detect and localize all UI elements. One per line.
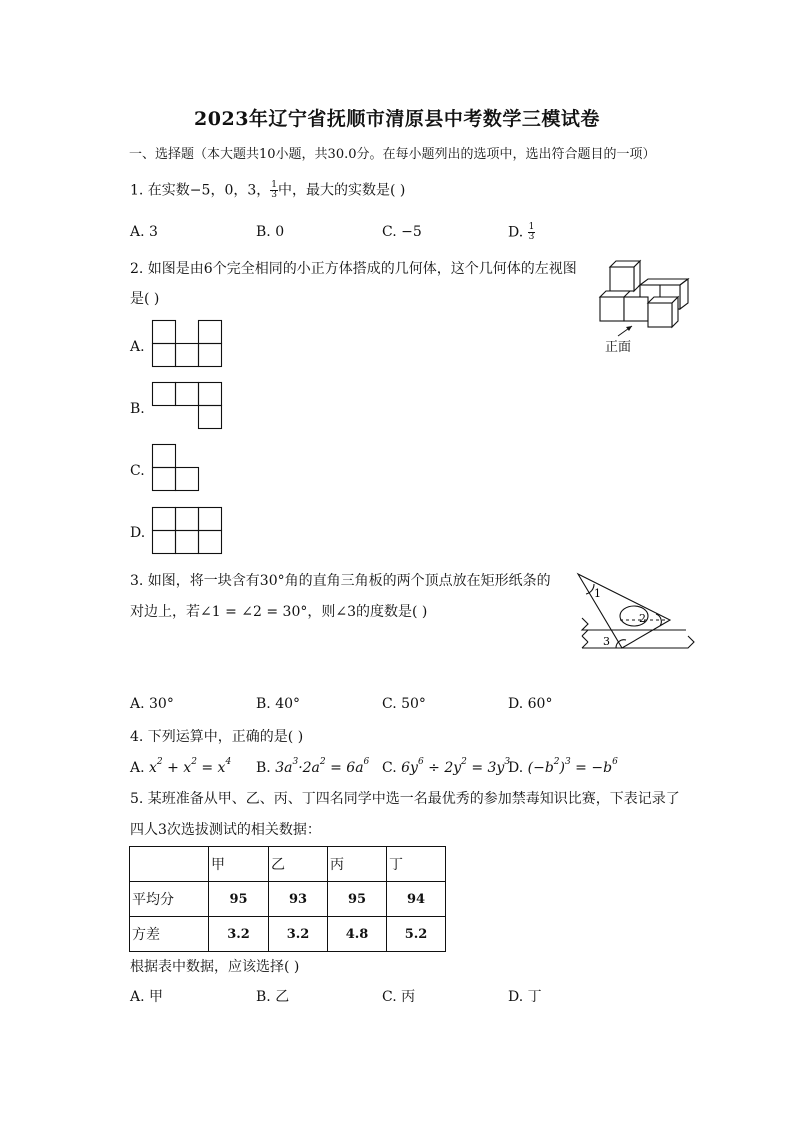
q4-option-b-label: B. <box>256 760 271 776</box>
q2-option-d-view <box>152 507 224 555</box>
q4-option-d[interactable] <box>508 759 618 777</box>
table-cell: 95 <box>209 882 269 917</box>
q4-option-b-expr: $3a^3\cdot 2a^2 = 6a^6$ <box>275 757 370 776</box>
q1-stem <box>130 181 405 200</box>
table-cell: 94 <box>387 882 446 917</box>
q2-figure-caption: 正面 <box>605 340 632 355</box>
q5-option-b[interactable]: B. 乙 <box>256 989 290 1005</box>
q2-option-a[interactable]: A. <box>130 339 145 355</box>
table-header-cell: 丁 <box>387 847 446 882</box>
q3-option-b[interactable]: B. 40° <box>256 696 301 712</box>
table-cell: 4.8 <box>328 917 387 952</box>
q5-data-table <box>129 846 446 952</box>
q4-option-c-expr: $6y^6 \div 2y^2 = 3y^3$ <box>401 757 511 776</box>
q2-cube-figure <box>596 258 696 338</box>
q1-option-d-label: D. <box>508 224 528 241</box>
q2-stem-line2: 是( ) <box>130 291 160 307</box>
q3-angle-1-label: 1 <box>594 587 601 600</box>
q3-triangle-figure <box>576 572 700 656</box>
q1-option-d[interactable] <box>508 223 535 242</box>
q1-option-c[interactable]: C. −5 <box>382 224 422 240</box>
q2-option-d[interactable]: D. <box>130 525 146 541</box>
q5-stem-line2: 四人3次选拔测试的相关数据： <box>130 822 321 838</box>
q5-after-text: 根据表中数据，应该选择( ) <box>130 959 300 975</box>
table-header-row <box>130 847 446 882</box>
q5-option-d[interactable]: D. 丁 <box>508 989 542 1005</box>
q4-option-c[interactable] <box>382 759 510 777</box>
q2-option-c-view <box>152 444 202 492</box>
table-row-label: 方差 <box>130 917 209 952</box>
q1-d-frac-num: 1 <box>528 222 535 232</box>
q4-option-a-label: A. <box>130 760 145 776</box>
q5-stem-line1: 5. 某班准备从甲、乙、丙、丁四名同学中选一名最优秀的参加禁毒知识比赛，下表记录了 <box>130 791 680 807</box>
table-row-label: 平均分 <box>130 882 209 917</box>
q1-option-b[interactable]: B. 0 <box>256 224 285 240</box>
table-header-cell <box>130 847 209 882</box>
table-row <box>130 882 446 917</box>
q1-frac-den: 3 <box>271 190 277 200</box>
q1-option-d-fraction <box>528 223 536 242</box>
q4-stem: 4. 下列运算中，正确的是( ) <box>130 729 304 745</box>
table-header-cell: 乙 <box>269 847 328 882</box>
q4-option-a[interactable] <box>130 759 231 777</box>
section-heading: 一、选择题（本大题共10小题，共30.0分。在每小题列出的选项中，选出符合题目的一项） <box>129 147 656 162</box>
table-cell: 93 <box>269 882 328 917</box>
q2-option-a-view <box>152 320 224 368</box>
q3-angle-3-label: 3 <box>603 635 610 648</box>
table-header-cell: 甲 <box>209 847 269 882</box>
q4-option-c-label: C. <box>382 760 397 776</box>
q3-option-d[interactable]: D. 60° <box>508 696 553 712</box>
q4-option-a-expr: $x^2 + x^2 = x^4$ <box>149 757 232 776</box>
q1-d-frac-den: 3 <box>528 232 535 242</box>
q5-option-c[interactable]: C. 丙 <box>382 989 416 1005</box>
table-row <box>130 917 446 952</box>
q3-angle-2-label: 2 <box>639 612 646 625</box>
q4-option-d-expr: $(-b^2)^3 = -b^6$ <box>527 757 618 776</box>
q4-option-d-label: D. <box>508 760 524 776</box>
q1-frac-num: 1 <box>271 180 277 190</box>
q1-stem-text: 1. 在实数−5，0，3， <box>130 182 271 199</box>
table-header-cell: 丙 <box>328 847 387 882</box>
table-cell: 95 <box>328 882 387 917</box>
table-cell: 3.2 <box>269 917 328 952</box>
q2-option-b-view <box>152 382 224 430</box>
q2-option-b[interactable]: B. <box>130 401 145 417</box>
q2-stem-line1: 2. 如图是由6个完全相同的小正方体搭成的几何体，这个几何体的左视图 <box>130 261 577 277</box>
table-cell: 3.2 <box>209 917 269 952</box>
q3-stem-line2: 对边上，若∠1 = ∠2 = 30°，则∠3的度数是( ) <box>130 604 428 620</box>
q3-option-c[interactable]: C. 50° <box>382 696 426 712</box>
q3-stem-line1: 3. 如图，将一块含有30°角的直角三角板的两个顶点放在矩形纸条的 <box>130 573 551 589</box>
page-title: 2023年辽宁省抚顺市清原县中考数学三模试卷 <box>194 108 600 130</box>
q3-option-a[interactable]: A. 30° <box>130 696 174 712</box>
q4-option-b[interactable] <box>256 759 369 777</box>
q5-option-a[interactable]: A. 甲 <box>130 989 164 1005</box>
q1-fraction <box>270 181 278 200</box>
q2-option-c[interactable]: C. <box>130 463 145 479</box>
q1-option-a[interactable]: A. 3 <box>130 224 158 240</box>
q1-stem-end: 中，最大的实数是( ) <box>278 182 406 199</box>
table-cell: 5.2 <box>387 917 446 952</box>
